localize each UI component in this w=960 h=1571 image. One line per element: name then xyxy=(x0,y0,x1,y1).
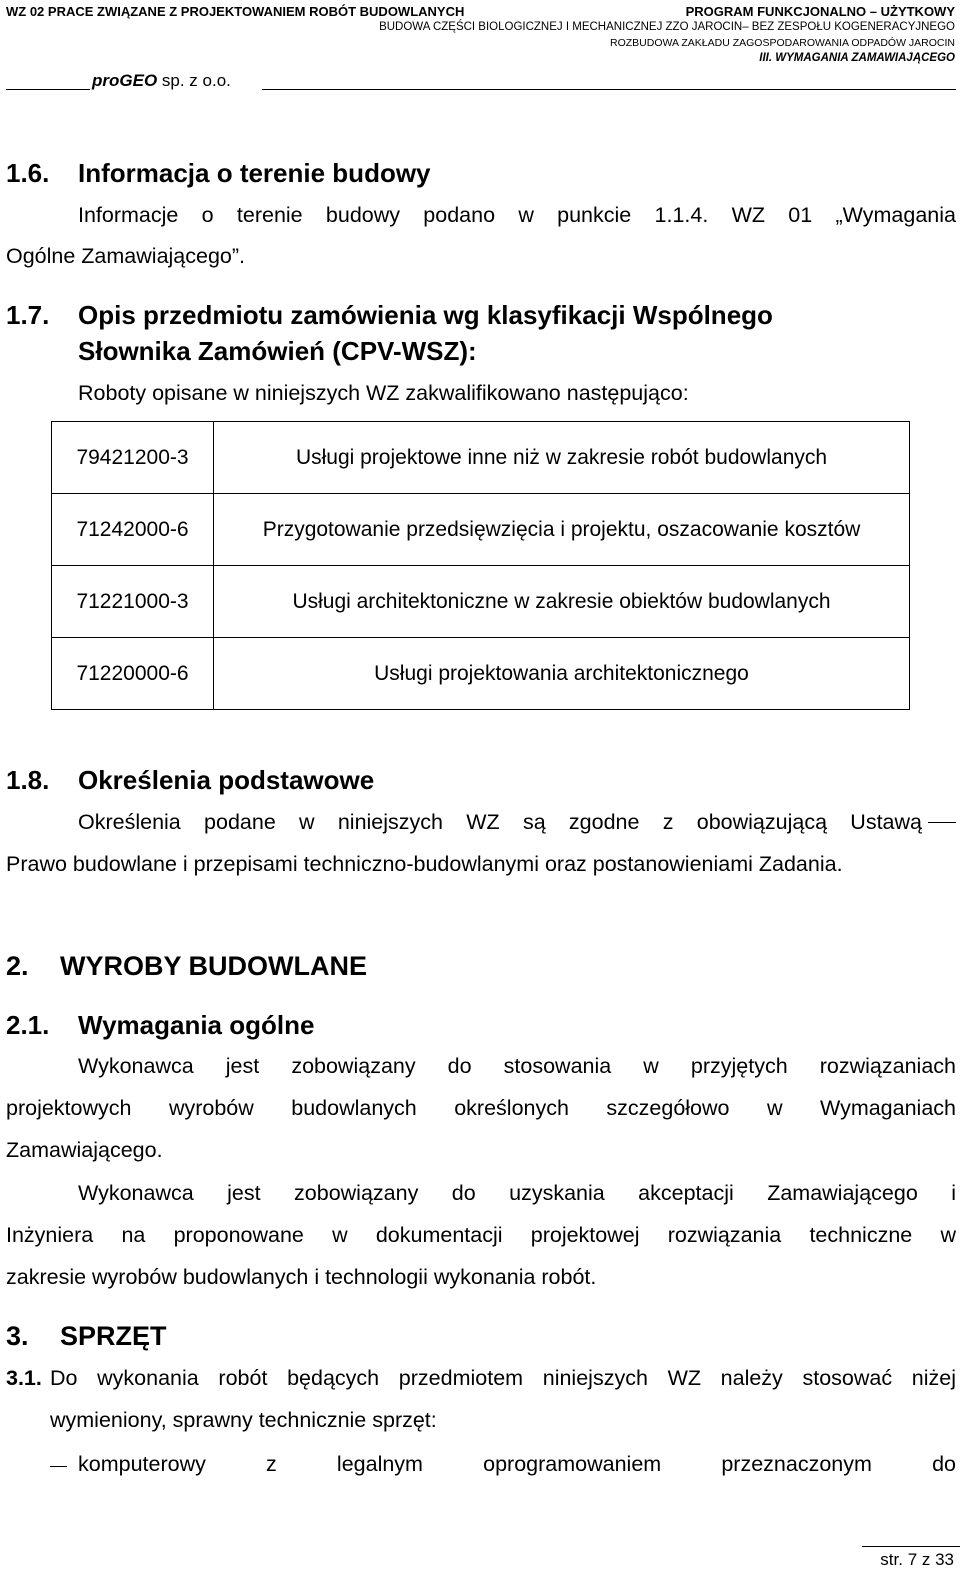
table-row xyxy=(52,566,910,638)
section-number: 3.1. xyxy=(6,1366,42,1390)
paragraph-line: Wykonawca jest zobowiązany do stosowania w przyjętych rozwiązaniach xyxy=(78,1054,956,1078)
section-number: 1.6. xyxy=(6,158,50,188)
section-title: Określenia podstawowe xyxy=(78,765,375,795)
footer-rule xyxy=(862,1546,960,1547)
header-program-title: PROGRAM FUNKCJONALNO – UŻYTKOWY xyxy=(685,4,955,19)
cpv-code: 71242000-6 xyxy=(52,494,214,566)
paragraph-line: Prawo budowlane i przepisami techniczno-budowlanymi oraz postanowieniami Zadania. xyxy=(6,852,843,876)
section-number: 1.8. xyxy=(6,765,50,795)
chapter-title: WYROBY BUDOWLANE xyxy=(60,951,367,981)
paragraph-line: zakresie wyrobów budowlanych i technologii wykonania robót. xyxy=(6,1265,597,1289)
section-title: Wymagania ogólne xyxy=(78,1010,315,1040)
paragraph-line: Inżyniera na proponowane w dokumentacji projektowej rozwiązania techniczne w xyxy=(6,1223,956,1247)
cpv-description: Usługi projektowania architektonicznego xyxy=(214,638,910,710)
paragraph-line: projektowych wyrobów budowlanych określonych szczegółowo w Wymaganiach xyxy=(6,1096,956,1120)
header-rule-left xyxy=(6,89,90,90)
section-title: Informacja o terenie budowy xyxy=(78,158,431,188)
table-row xyxy=(52,638,910,710)
paragraph-line: Ogólne Zamawiającego”. xyxy=(6,244,246,268)
page-number: str. 7 z 33 xyxy=(880,1550,954,1569)
cpv-table xyxy=(51,421,910,710)
paragraph-line: Do wykonania robót będących przedmiotem niniejszych WZ należy stosować niżej xyxy=(50,1366,956,1390)
table-row xyxy=(52,422,910,494)
company-name xyxy=(92,71,231,91)
bullet-item: komputerowy z legalnym oprogramowaniem przeznaczonym do xyxy=(78,1452,956,1476)
bullet-dash xyxy=(50,1466,67,1467)
paragraph-line: Informacje o terenie budowy podano w punkcie 1.1.4. WZ 01 „Wymagania xyxy=(78,203,956,227)
header-chapter: III. WYMAGANIA ZAMAWIAJĄCEGO xyxy=(759,52,955,64)
paragraph-line: Roboty opisane w niniejszych WZ zakwalifikowano następująco: xyxy=(78,381,689,405)
cpv-code: 79421200-3 xyxy=(52,422,214,494)
chapter-number: 3. xyxy=(6,1321,29,1351)
section-title-cont: Słownika Zamówień (CPV-WSZ): xyxy=(78,336,477,366)
section-title: Opis przedmiotu zamówienia wg klasyfikacji Wspólnego xyxy=(78,300,773,330)
cpv-code: 71221000-3 xyxy=(52,566,214,638)
paragraph-line xyxy=(78,810,956,835)
section-number: 1.7. xyxy=(6,300,50,330)
cpv-description: Usługi architektoniczne w zakresie obiektów budowlanych xyxy=(214,566,910,638)
cpv-description: Przygotowanie przedsięwzięcia i projektu, oszacowanie kosztów xyxy=(214,494,910,566)
cpv-code: 71220000-6 xyxy=(52,638,214,710)
header-plant-line: ROZBUDOWA ZAKŁADU ZAGOSPODAROWANIA ODPADÓW JAROCIN xyxy=(610,37,955,49)
header-rule-right xyxy=(262,89,956,90)
header-document-code: WZ 02 PRACE ZWIĄZANE Z PROJEKTOWANIEM ROBÓT BUDOWLANYCH xyxy=(6,4,465,19)
cpv-description: Usługi projektowe inne niż w zakresie robót budowlanych xyxy=(214,422,910,494)
table-row xyxy=(52,494,910,566)
header-project-line: BUDOWA CZĘŚCI BIOLOGICZNEJ I MECHANICZNEJ ZZO JAROCIN– BEZ ZESPOŁU KOGENERACYJNEGO xyxy=(379,21,955,33)
em-dash xyxy=(928,822,956,823)
paragraph-line: Zamawiającego. xyxy=(6,1138,163,1162)
section-number: 2.1. xyxy=(6,1010,50,1040)
paragraph-line: Wykonawca jest zobowiązany do uzyskania akceptacji Zamawiającego i xyxy=(78,1181,956,1205)
company-suffix: sp. z o.o. xyxy=(157,71,231,90)
company-brand: proGEO xyxy=(92,71,158,90)
chapter-number: 2. xyxy=(6,951,29,981)
paragraph-text: Określenia podane w niniejszych WZ są zgodne z obowiązującą Ustawą xyxy=(78,810,922,834)
paragraph-line: wymieniony, sprawny technicznie sprzęt: xyxy=(50,1408,437,1432)
chapter-title: SPRZĘT xyxy=(60,1321,167,1351)
